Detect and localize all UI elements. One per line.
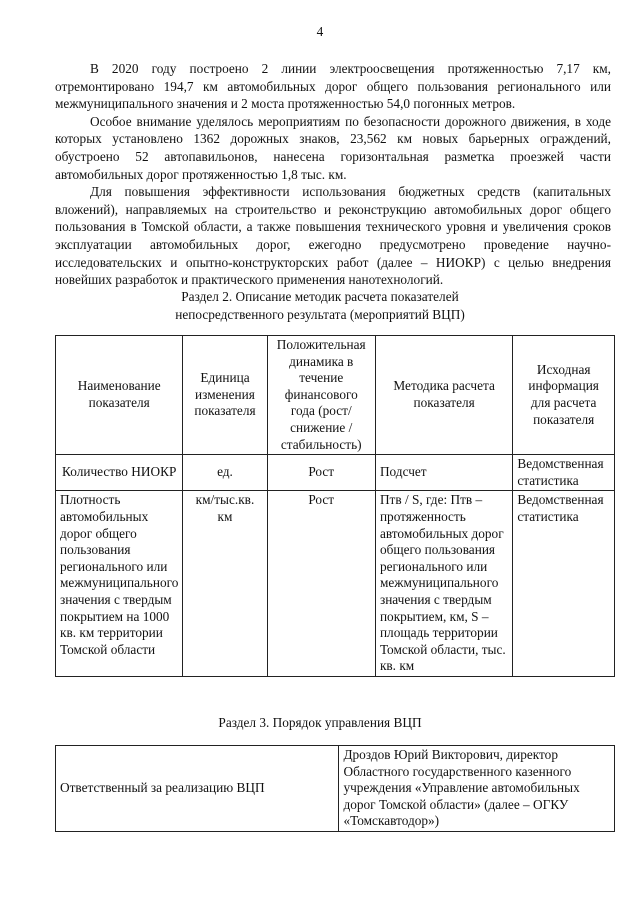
section2-title-line2: непосредственного результата (мероприятий ВЦП): [175, 306, 465, 322]
paragraph: Особое внимание уделялось мероприятиям по безопасности дорожного движения, в ходе которых установлено 1362 дорожных знаков, 23,562 км новых барьерных ограждений, обустроено 52 автопавильонов, нанесена горизонтальная разметка проезжей части автомобильных дорог протяженностью 1,8 тыс. км.: [55, 113, 611, 182]
table-cell: Рост: [267, 455, 375, 491]
indicators-table: [55, 335, 615, 677]
table-row: [56, 746, 615, 832]
header-cell: Единица изменения показателя: [183, 336, 267, 455]
table-cell: Подсчет: [375, 455, 512, 491]
header-cell: Положительная динамика в течение финансового года (рост/снижение /стабильность): [267, 336, 375, 455]
section2-title-line1: Раздел 2. Описание методик расчета показателей: [181, 289, 459, 304]
table-cell: Рост: [267, 491, 375, 677]
table-cell-value: Дроздов Юрий Викторович, директор Областного государственного казенного учреждения «Управление автомобильных дорог Томской области» (далее – ОГКУ «Томскавтодор»): [339, 746, 615, 832]
header-cell: Методика расчета показателя: [375, 336, 512, 455]
page-number: 4: [316, 24, 324, 39]
table-cell: Ведомственная статистика: [513, 491, 615, 677]
table-cell: км/тыс.кв. км: [183, 491, 267, 677]
header-cell: Наименование показателя: [56, 336, 183, 455]
paragraph: В 2020 году построено 2 линии электроосвещения протяженностью 7,17 км, отремонтировано 194,7 км автомобильных дорог общего пользования регионального или межмуниципального значения и 2 моста протяженностью 54,0 погонных метров.: [55, 61, 611, 112]
paragraph: Для повышения эффективности использования бюджетных средств (капитальных вложений), направляемых на строительство и реконструкцию автомобильных дорог общего пользования в Томской области, а также повышения технического уровня и увеличения сроков эксплуатации автомобильных дорог, ежегодно предусмотрено проведение научно-исследовательских и опытно-конструкторских работ (далее – НИОКР) с целью внедрения новейших разработок и практического применения нанотехнологий.: [55, 184, 611, 288]
table-row: [56, 491, 615, 677]
table-cell: Плотность автомобильных дорог общего пользования регионального или межмуниципального значения с твердым покрытием на 1000 кв. км территории Томской области: [56, 491, 183, 677]
table-cell-label: Ответственный за реализацию ВЦП: [56, 746, 339, 832]
management-table: [55, 745, 615, 832]
body-text: [55, 60, 611, 289]
table-cell: Количество НИОКР: [56, 455, 183, 491]
table-row: [56, 455, 615, 491]
table-cell: ед.: [183, 455, 267, 491]
header-cell: Исходная информация для расчета показателя: [513, 336, 615, 455]
section2-title: [0, 288, 640, 323]
table-cell: Ведомственная статистика: [513, 455, 615, 491]
table-header-row: [56, 336, 615, 455]
section3-title: Раздел 3. Порядок управления ВЦП: [218, 715, 422, 730]
table-cell: Птв / S, где: Птв – протяженность автомобильных дорог общего пользования регионального или межмуниципального значения с твердым покрытием, км, S – площадь территории Томской области, тыс. кв. км: [375, 491, 512, 677]
